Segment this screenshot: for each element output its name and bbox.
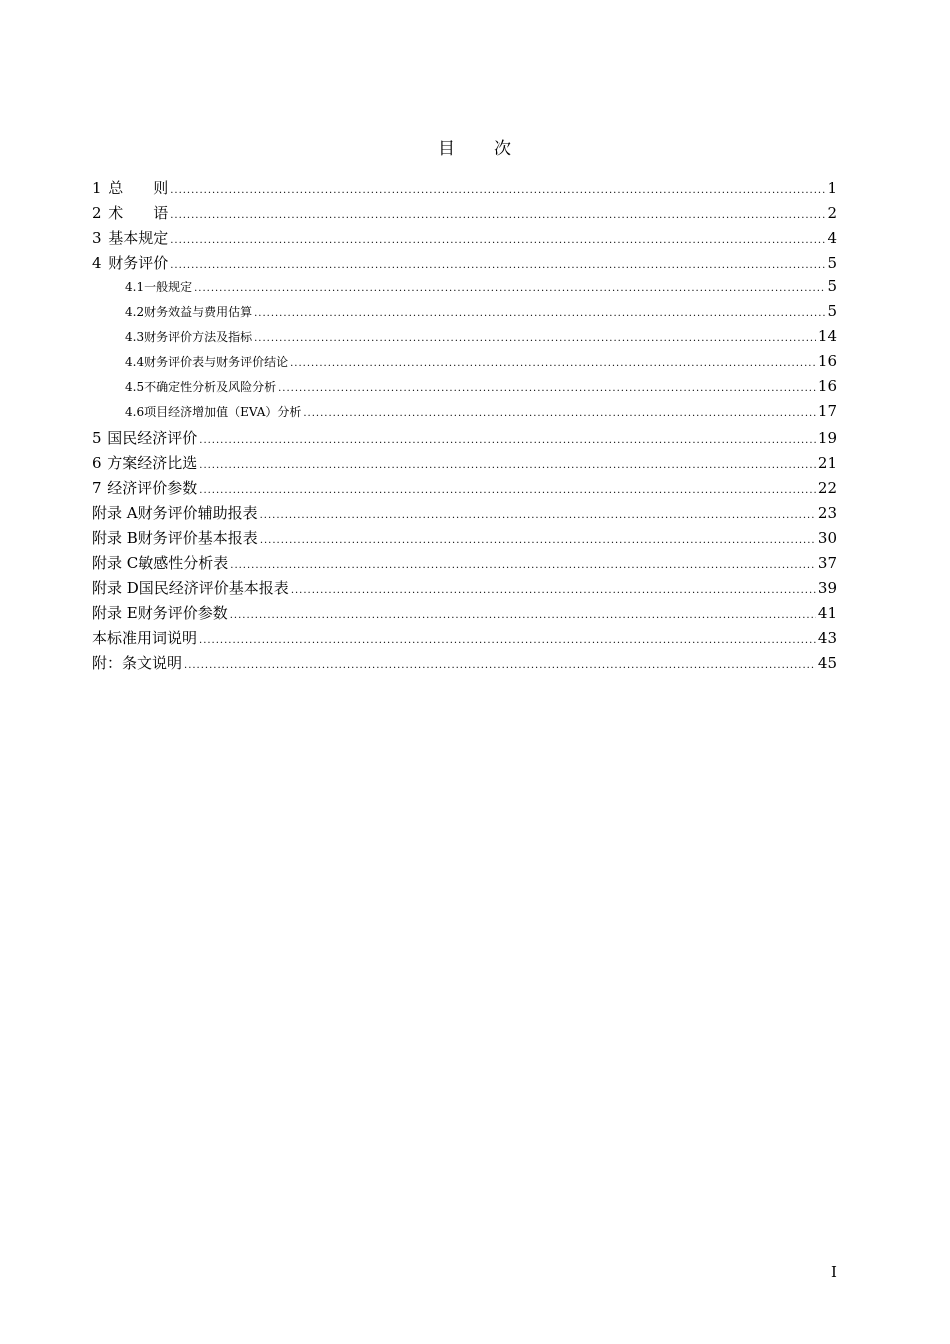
toc-subentry[interactable] xyxy=(92,302,837,327)
toc-entry-page: 17 xyxy=(817,402,837,420)
leader-dots xyxy=(303,408,816,419)
toc-entry-page: 2 xyxy=(827,204,837,222)
toc-entry-number: 4.5 xyxy=(125,380,145,394)
toc-entry-number: 6 xyxy=(92,454,102,472)
toc-entry-page: 4 xyxy=(827,229,837,247)
toc-entry-number: 2 xyxy=(92,204,102,222)
toc-entry-page: 14 xyxy=(817,327,837,345)
toc-entry-number: 4.4 xyxy=(125,355,145,369)
toc-entry[interactable] xyxy=(92,627,837,652)
toc-entry-page: 5 xyxy=(827,302,837,320)
toc-entry-page: 16 xyxy=(817,352,837,370)
toc-entry-title: 一般规定 xyxy=(144,280,193,294)
toc-subentry[interactable] xyxy=(92,402,837,427)
toc-entry-number: 附录 A xyxy=(92,504,138,522)
toc-appendix-entry[interactable] xyxy=(92,527,837,552)
toc-entry-title: 财务评价方法及指标 xyxy=(144,330,253,344)
toc-entry-page: 30 xyxy=(817,529,837,547)
toc-subentry[interactable] xyxy=(92,377,837,402)
toc-entry-title: 敏感性分析表 xyxy=(138,554,229,572)
toc-entry-number: 1 xyxy=(92,179,102,197)
page-number: I xyxy=(831,1263,837,1281)
toc-entry[interactable] xyxy=(92,227,837,252)
toc-entry[interactable] xyxy=(92,477,837,502)
leader-dots xyxy=(199,435,816,446)
leader-dots xyxy=(170,260,825,271)
toc-entry-number: 附录 D xyxy=(92,579,139,597)
toc-entry-number: 5 xyxy=(92,429,102,447)
toc-subentry[interactable] xyxy=(92,277,837,302)
toc-entry-number: 4.1 xyxy=(125,280,145,294)
toc-entry[interactable] xyxy=(92,252,837,277)
toc-entry-number: 4 xyxy=(92,254,102,272)
toc-entry-title: 财务评价辅助报表 xyxy=(137,504,258,522)
leader-dots xyxy=(230,560,816,571)
leader-dots xyxy=(260,510,816,521)
toc-entry-number: 4.2 xyxy=(125,305,145,319)
toc-entry[interactable] xyxy=(92,427,837,452)
toc-appendix-entry[interactable] xyxy=(92,502,837,527)
leader-dots xyxy=(170,235,825,246)
toc-entry-page: 5 xyxy=(827,254,837,272)
leader-dots xyxy=(278,383,816,394)
leader-dots xyxy=(170,210,825,221)
toc-entry-title: 财务评价参数 xyxy=(137,604,228,622)
leader-dots xyxy=(194,283,825,294)
toc-title-left: 目 xyxy=(438,139,456,159)
leader-dots xyxy=(199,460,816,471)
toc-entry-title: 经济评价参数 xyxy=(107,479,198,497)
toc-entry-title: 不确定性分析及风险分析 xyxy=(144,380,277,394)
leader-dots xyxy=(291,585,816,596)
toc-entry-page: 43 xyxy=(817,629,837,647)
toc-entry-number: 4.3 xyxy=(125,330,145,344)
toc-entry-number: 附录 C xyxy=(92,554,139,572)
toc-entry-page: 16 xyxy=(817,377,837,395)
toc-entry-page: 1 xyxy=(827,179,837,197)
toc-entry-number: 7 xyxy=(92,479,102,497)
toc-title-right: 次 xyxy=(494,139,512,159)
leader-dots xyxy=(260,535,816,546)
toc-entry[interactable] xyxy=(92,177,837,202)
leader-dots xyxy=(199,635,816,646)
toc-entry-page: 19 xyxy=(817,429,837,447)
toc-entry-page: 5 xyxy=(827,277,837,295)
toc-entry-number: 附录 E xyxy=(92,604,138,622)
toc-entry-title: 本标准用词说明 xyxy=(92,629,198,647)
toc-subentry[interactable] xyxy=(92,352,837,377)
toc-entry-page: 37 xyxy=(817,554,837,572)
toc-entry-title: 国民经济评价基本报表 xyxy=(138,579,289,597)
toc-entry-title: 财务效益与费用估算 xyxy=(144,305,253,319)
toc-entry-page: 21 xyxy=(817,454,837,472)
toc-entry-title: 总 则 xyxy=(108,179,169,197)
toc-entry[interactable] xyxy=(92,202,837,227)
toc-entry-page: 22 xyxy=(817,479,837,497)
leader-dots xyxy=(170,185,825,196)
leader-dots xyxy=(184,660,816,671)
toc-entry-page: 39 xyxy=(817,579,837,597)
leader-dots xyxy=(290,358,816,369)
toc-entry-title: 财务评价 xyxy=(108,254,169,272)
toc-entry-title: 基本规定 xyxy=(108,229,169,247)
leader-dots xyxy=(254,333,816,344)
toc-entry[interactable] xyxy=(92,452,837,477)
toc-entry-title: 财务评价表与财务评价结论 xyxy=(144,355,289,369)
toc-entry-title: 项目经济增加值（EVA）分析 xyxy=(144,405,302,419)
toc-entry-page: 41 xyxy=(817,604,837,622)
leader-dots xyxy=(230,610,816,621)
toc-entry-number: 3 xyxy=(92,229,102,247)
toc-entry-title: 国民经济评价 xyxy=(107,429,198,447)
toc-entry-title: 附：条文说明 xyxy=(92,654,183,672)
table-of-contents xyxy=(92,177,837,677)
toc-appendix-entry[interactable] xyxy=(92,577,837,602)
toc-entry-title: 术 语 xyxy=(108,204,169,222)
leader-dots xyxy=(254,308,825,319)
toc-entry-title: 方案经济比选 xyxy=(107,454,198,472)
toc-appendix-entry[interactable] xyxy=(92,602,837,627)
toc-entry-page: 45 xyxy=(817,654,837,672)
toc-entry-number: 4.6 xyxy=(125,405,145,419)
toc-entry-page: 23 xyxy=(817,504,837,522)
toc-entry[interactable] xyxy=(92,652,837,677)
toc-appendix-entry[interactable] xyxy=(92,552,837,577)
toc-title xyxy=(0,134,950,159)
toc-entry-number: 附录 B xyxy=(92,529,138,547)
toc-subentry[interactable] xyxy=(92,327,837,352)
toc-entry-title: 财务评价基本报表 xyxy=(137,529,258,547)
leader-dots xyxy=(199,485,816,496)
